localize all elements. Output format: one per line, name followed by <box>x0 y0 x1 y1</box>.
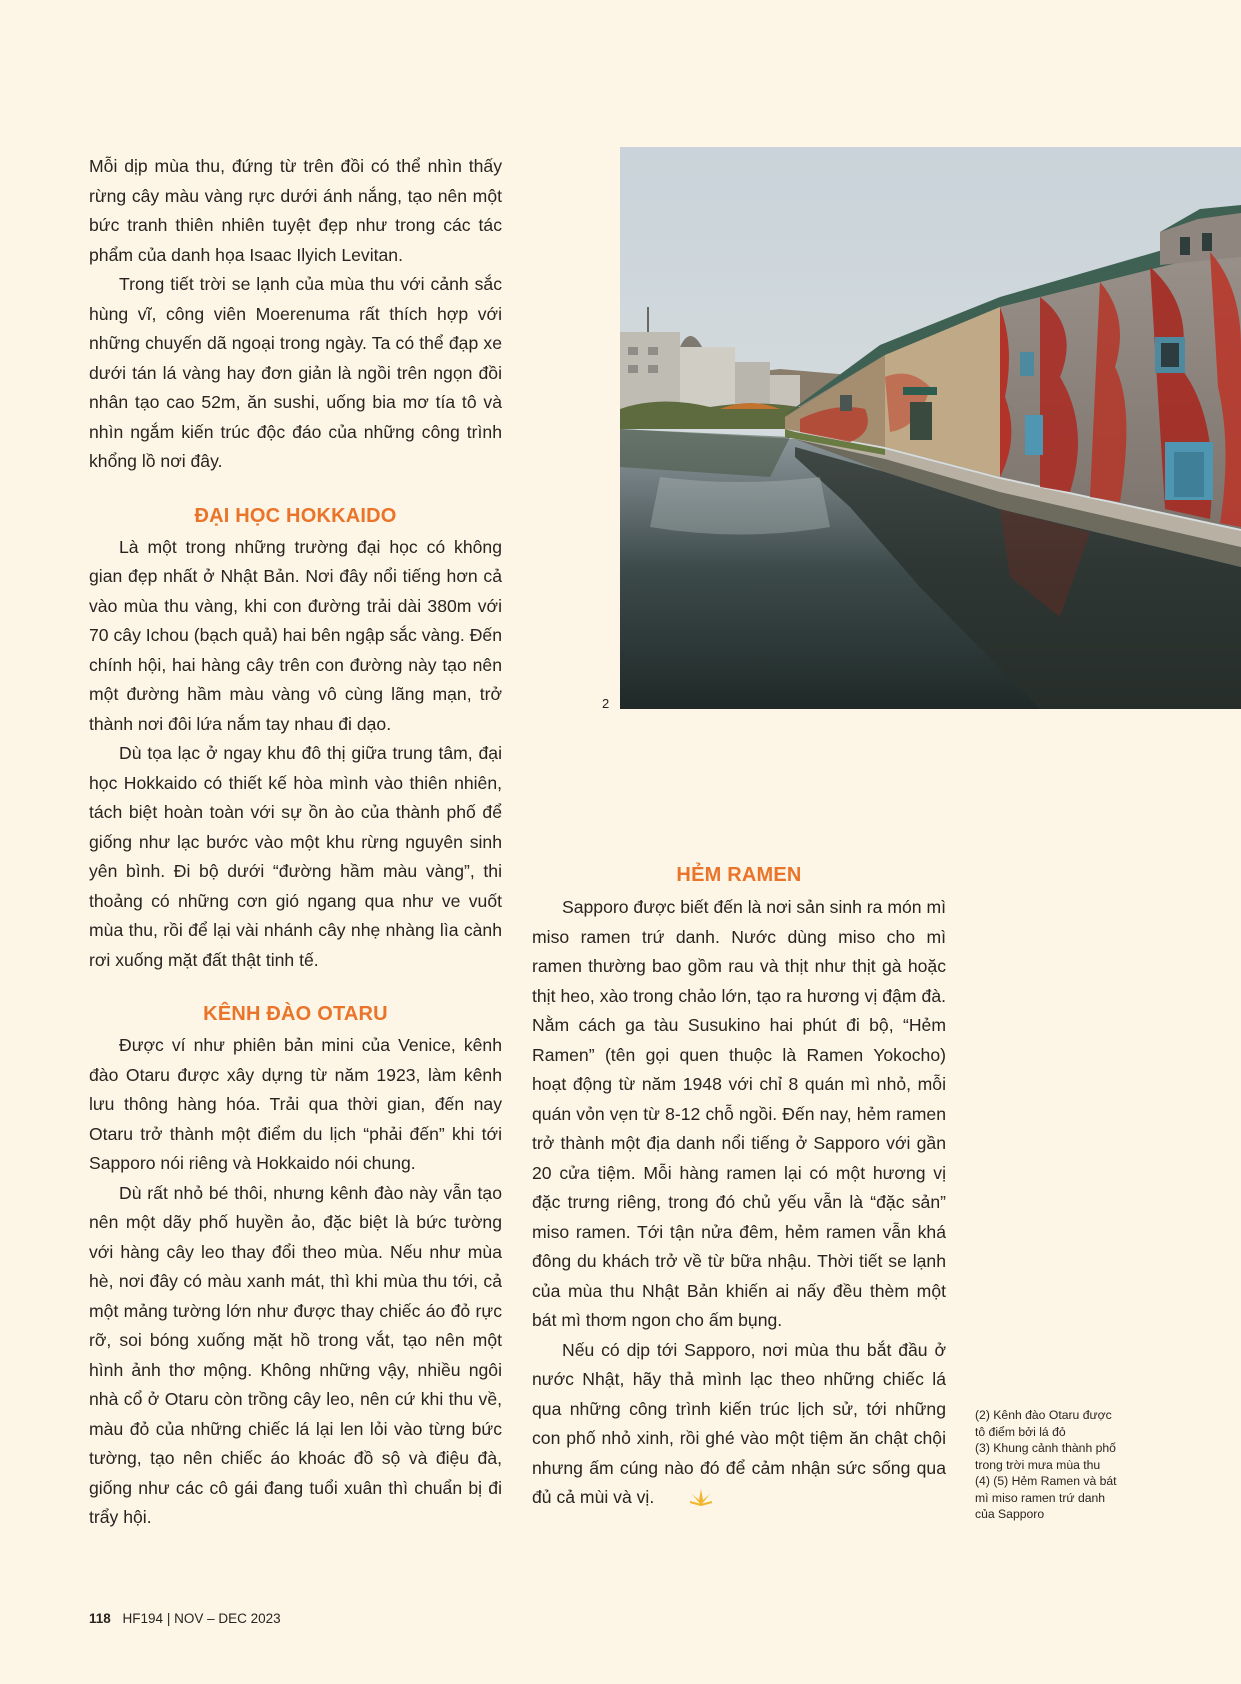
hokkaido-heading: ĐẠI HỌC HOKKAIDO <box>194 504 397 527</box>
otaru-paragraph-1: Được ví như phiên bản mini của Venice, kênh đào Otaru được xây dựng từ năm 1923, làm kênh lưu thông hàng hóa. Trải qua thời gian, đến nay Otaru trở thành một điểm du lịch “phải đến” khi tới Sapporo nói riêng và Hokkaido nói chung. <box>89 1035 502 1173</box>
page-number: 118 <box>89 1611 111 1626</box>
ramen-heading: HẺM RAMEN <box>676 864 802 886</box>
caption-2: (2) Kênh đào Otaru được tô điểm bởi lá đỏ <box>975 1408 1112 1439</box>
otaru-paragraph-2: Dù rất nhỏ bé thôi, nhưng kênh đào này vẫn tạo nên một dãy phố huyền ảo, đặc biệt là bức tường với hàng cây leo thay đổi theo mùa. Nếu như mùa hè, nơi đây có màu xanh mát, thì khi mùa thu tới, cả một mảng tường lớn như được thay chiếc áo đỏ rực rỡ, soi bóng xuống mặt hồ trong vắt, tạo nên một hình ảnh thơ mộng. Không những vậy, nhiều ngôi nhà cổ ở Otaru còn trồng cây leo, nên cứ khi thu về, màu đỏ của những chiếc lá lại len lỏi vào từng bức tường, tạo nên chiếc áo khoác đồ sộ và điệu đà, giống như các cô gái đang tuổi xuân thì chuẩn bị đi trẩy hội. <box>89 1182 502 1527</box>
ramen-paragraph-2: Nếu có dịp tới Sapporo, nơi mùa thu bắt đầu ở nước Nhật, hãy thả mình lạc theo những chiếc lá qua những công trình kiến trúc lịch sử, tới những con phố nhỏ xinh, rồi ghé vào một tiệm ăn chật chội nhưng ấm cúng nào đó để cảm nhận sức sống qua đủ cả mùi và vị. <box>532 1339 946 1507</box>
page-footer <box>89 1611 281 1626</box>
intro-paragraph-1: Mỗi dịp mùa thu, đứng từ trên đồi có thể nhìn thấy rừng cây màu vàng rực dưới ánh nắng, tạo nên một bức tranh thiên nhiên tuyệt đẹp như trong các tác phẩm của danh họa Isaac Ilyich Levitan. <box>89 156 502 265</box>
ramen-paragraph-2-wrap <box>532 1336 946 1516</box>
otaru-heading: KÊNH ĐÀO OTARU <box>203 1003 388 1025</box>
hokkaido-paragraph-1: Là một trong những trường đại học có không gian đẹp nhất ở Nhật Bản. Nơi đây nổi tiếng hơn cả vào mùa thu vàng, khi con đường trải dài 380m với 70 cây Ichou (bạch quả) hai bên ngập sắc vàng. Đến chính hội, hai hàng cây trên con đường này tạo nên một đường hầm màu vàng vô cùng lãng mạn, trở thành nơi đôi lứa nắm tay nhau đi dạo. <box>89 536 502 734</box>
ramen-paragraph-1: Sapporo được biết đến là nơi sản sinh ra món mì miso ramen trứ danh. Nước dùng miso cho mì ramen thường bao gồm rau và thịt như thịt gà hoặc thịt heo, xào trong chảo lớn, tạo ra hương vị đậm đà. Nằm cách ga tàu Susukino hai phút đi bộ, “Hẻm Ramen” (tên gọi quen thuộc là Ramen Yokocho) hoạt động từ năm 1948 với chỉ 8 quán mì nhỏ, mỗi quán vỏn vẹn từ 8-12 chỗ ngồi. Đến nay, hẻm ramen trở thành một địa danh nổi tiếng ở Sapporo với gần 20 cửa tiệm. Mỗi hàng ramen lại có một hương vị đặc trưng riêng, trong đó chủ yếu vẫn là “đặc sản” miso ramen. Tới tận nửa đêm, hẻm ramen vẫn khá đông du khách trở về từ bữa nhậu. Thời tiết se lạnh của mùa thu Nhật Bản khiến ai nấy đều thèm một bát mì thơm ngon cho ấm bụng. <box>532 897 946 1330</box>
otaru-canal-photo <box>620 147 1241 709</box>
issue-label: HF194 | NOV – DEC 2023 <box>122 1611 281 1626</box>
intro-paragraph-2: Trong tiết trời se lạnh của mùa thu với cảnh sắc hùng vĩ, công viên Moerenuma rất thích hợp với những chuyến dã ngoại trong ngày. Ta có thể đạp xe dưới tán lá vàng hay đơn giản là ngồi trên ngọn đồi nhân tạo cao 52m, ăn sushi, uống bia mơ tía tô và nhìn ngắm kiến trúc độc đáo của những công trình khổng lồ nơi đây. <box>89 274 502 471</box>
photo-number: 2 <box>602 696 610 711</box>
middle-column <box>532 860 946 1516</box>
caption-4-5: (4) (5) Hẻm Ramen và bát mì miso ramen trứ danh của Sapporo <box>975 1474 1117 1521</box>
photo-captions <box>975 1407 1125 1523</box>
hokkaido-paragraph-2: Dù tọa lạc ở ngay khu đô thị giữa trung tâm, đại học Hokkaido có thiết kế hòa mình vào thiên nhiên, tách biệt hoàn toàn với sự ồn ào của thành phố để giống như lạc bước vào một khu rừng nguyên sinh yên bình. Đi bộ dưới “đường hầm màu vàng”, thi thoảng có những cơn gió ngang qua như ve vuốt mùa thu, rồi để lại vài nhánh cây nhẹ nhàng lìa cành rơi xuống mặt đất thật tinh tế. <box>89 743 502 970</box>
leaf-end-mark-icon <box>658 1486 714 1516</box>
caption-3: (3) Khung cảnh thành phố trong trời mưa mùa thu <box>975 1441 1116 1472</box>
left-column <box>89 152 502 1533</box>
